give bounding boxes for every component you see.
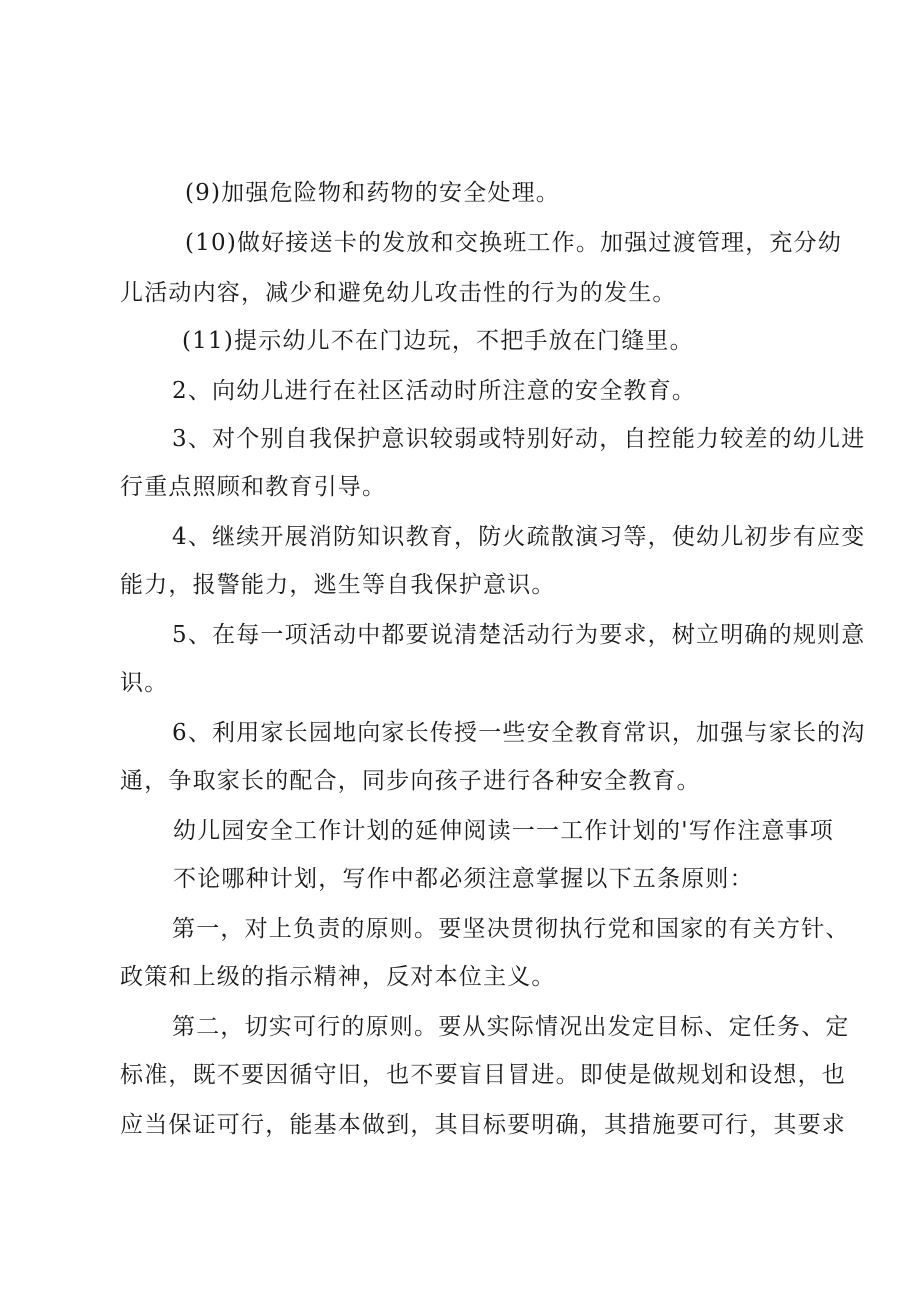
principle-2-line-2: 标准，既不要因循守旧，也不要盲目冒进。即使是做规划和设想，也 <box>120 1062 846 1088</box>
principle-2-line-3: 应当保证可行，能基本做到，其目标要明确，其措施要可行，其要求 <box>120 1112 846 1138</box>
item-5-line-1: 5、在每一项活动中都要说清楚活动行为要求，树立明确的规则意 <box>172 622 866 648</box>
item-6-line-2: 通，争取家长的配合，同步向孩子进行各种安全教育。 <box>120 768 701 794</box>
principle-1-line-2: 政策和上级的指示精神，反对本位主义。 <box>120 964 556 990</box>
item-4-line-1: 4、继续开展消防知识教育，防火疏散演习等，使幼儿初步有应变 <box>172 524 866 550</box>
item-9-line-1: (9)加强危险物和药物的安全处理。 <box>185 180 560 206</box>
item-11-line-1: (11)提示幼儿不在门边玩，不把手放在门缝里。 <box>182 328 694 354</box>
principle-2-line-1: 第二，切实可行的原则。要从实际情况出发定目标、定任务、定 <box>172 1014 850 1040</box>
item-10-line-1: (10)做好接送卡的发放和交换班工作。加强过渡管理，充分幼 <box>185 230 843 256</box>
item-5-line-2: 识。 <box>120 670 169 696</box>
principle-1-line-1: 第一，对上负责的原则。要坚决贯彻执行党和国家的有关方针、 <box>172 916 850 942</box>
item-4-line-2: 能力，报警能力，逃生等自我保护意识。 <box>120 572 556 598</box>
item-6-line-1: 6、利用家长园地向家长传授一些安全教育常识，加强与家长的沟 <box>172 720 866 746</box>
item-3-line-1: 3、对个别自我保护意识较弱或特别好动，自控能力较差的幼儿进 <box>172 426 866 452</box>
item-2-line-1: 2、向幼儿进行在社区活动时所注意的安全教育。 <box>172 378 697 404</box>
item-10-line-2: 儿活动内容，减少和避免幼儿攻击性的行为的发生。 <box>120 280 677 306</box>
principles-intro: 不论哪种计划，写作中都必须注意掌握以下五条原则： <box>173 866 754 892</box>
item-3-line-2: 行重点照顾和教育引导。 <box>120 474 387 500</box>
extended-reading-heading: 幼儿园安全工作计划的延伸阅读一一工作计划的'写作注意事项 <box>173 818 834 844</box>
